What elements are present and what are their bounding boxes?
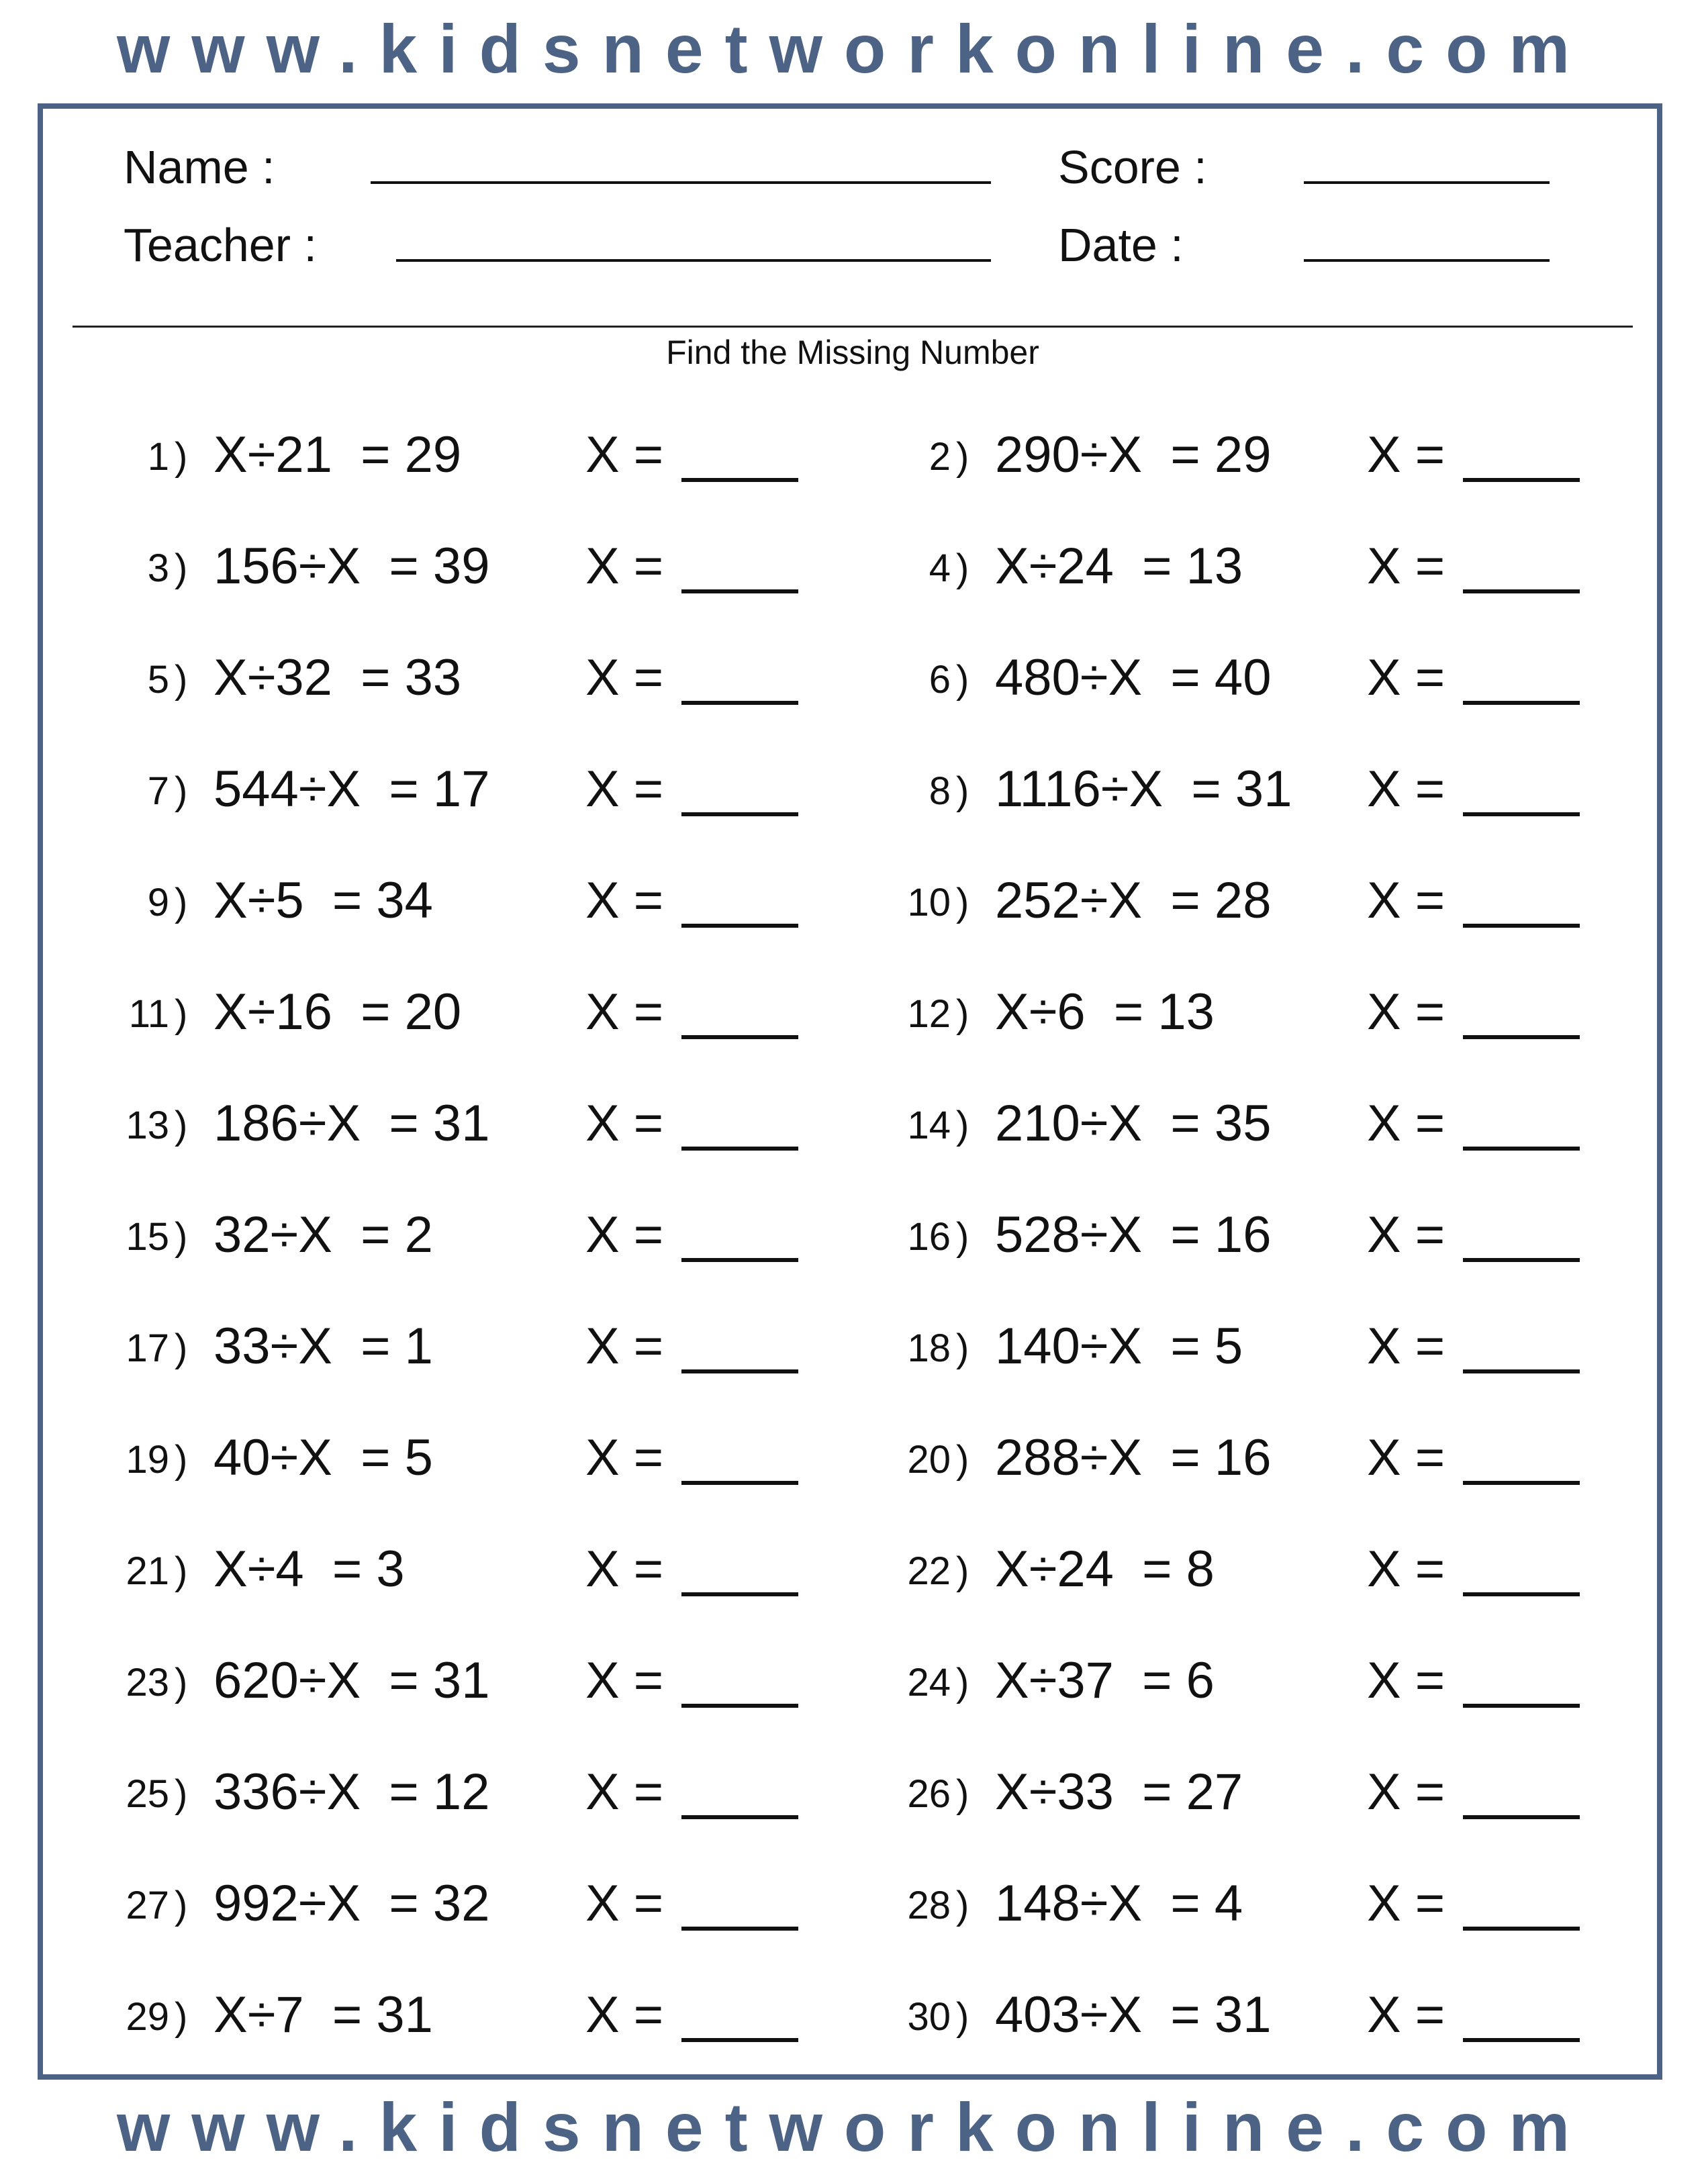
score-field[interactable]	[1304, 181, 1550, 184]
problem-equation: 288÷X = 16	[995, 1429, 1272, 1486]
answer-label: X =	[1367, 983, 1445, 1041]
answer-label: X =	[585, 1875, 664, 1932]
problem-equation: X÷16 = 20	[214, 983, 462, 1041]
problem-number: 19	[126, 1438, 169, 1482]
problem-item	[889, 1318, 1627, 1402]
answer-blank[interactable]	[681, 1927, 798, 1931]
problem-number: 5	[147, 658, 169, 702]
problem-item	[107, 426, 846, 510]
problem-number: 21	[126, 1549, 169, 1593]
answer-blank[interactable]	[1463, 589, 1580, 593]
problem-item	[889, 1986, 1627, 2070]
problem-number: 29	[126, 1995, 169, 2039]
answer-blank[interactable]	[1463, 701, 1580, 705]
problem-number: 24	[907, 1661, 951, 1704]
problem-item	[889, 761, 1627, 844]
answer-blank[interactable]	[681, 812, 798, 816]
problem-number: 25	[126, 1772, 169, 1816]
problem-item	[889, 1763, 1627, 1847]
problem-paren: )	[175, 1215, 188, 1259]
problem-paren: )	[175, 881, 188, 924]
problem-equation: 33÷X = 1	[214, 1318, 433, 1375]
problem-paren: )	[956, 658, 969, 702]
answer-label: X =	[585, 426, 664, 483]
answer-label: X =	[585, 1763, 664, 1821]
name-field[interactable]	[371, 181, 991, 184]
problem-paren: )	[175, 1661, 188, 1704]
answer-blank[interactable]	[1463, 478, 1580, 482]
problem-equation: X÷37 = 6	[995, 1652, 1215, 1709]
problem-equation: 148÷X = 4	[995, 1875, 1243, 1932]
problem-number: 9	[147, 881, 169, 924]
problem-item	[107, 1541, 846, 1625]
problem-equation: 156÷X = 39	[214, 538, 490, 595]
problem-equation: 528÷X = 16	[995, 1206, 1272, 1263]
problem-paren: )	[956, 1215, 969, 1259]
answer-label: X =	[585, 538, 664, 595]
problem-number: 30	[907, 1995, 951, 2039]
problem-item	[889, 1652, 1627, 1736]
problem-item	[107, 1875, 846, 1959]
answer-label: X =	[1367, 426, 1445, 483]
problem-paren: )	[956, 1884, 969, 1927]
problem-equation: 290÷X = 29	[995, 426, 1272, 483]
answer-label: X =	[585, 1429, 664, 1486]
problem-number: 16	[907, 1215, 951, 1259]
answer-blank[interactable]	[681, 1592, 798, 1596]
answer-blank[interactable]	[1463, 1592, 1580, 1596]
problem-equation: 544÷X = 17	[214, 761, 490, 818]
problem-paren: )	[175, 1549, 188, 1593]
problem-item	[889, 1875, 1627, 1959]
answer-blank[interactable]	[1463, 812, 1580, 816]
answer-blank[interactable]	[1463, 1927, 1580, 1931]
problem-paren: )	[175, 546, 188, 590]
problem-number: 20	[907, 1438, 951, 1482]
answer-label: X =	[1367, 1986, 1445, 2043]
answer-label: X =	[585, 872, 664, 929]
answer-blank[interactable]	[681, 1035, 798, 1039]
answer-label: X =	[1367, 872, 1445, 929]
answer-label: X =	[585, 1206, 664, 1263]
answer-label: X =	[585, 761, 664, 818]
problem-paren: )	[175, 1995, 188, 2039]
answer-label: X =	[1367, 1429, 1445, 1486]
problem-item	[107, 649, 846, 733]
problem-paren: )	[175, 769, 188, 813]
problem-item	[889, 983, 1627, 1067]
answer-label: X =	[1367, 1875, 1445, 1932]
problem-equation: X÷33 = 27	[995, 1763, 1243, 1821]
answer-label: X =	[1367, 649, 1445, 706]
problem-number: 18	[907, 1326, 951, 1370]
problem-paren: )	[175, 1438, 188, 1482]
problem-number: 26	[907, 1772, 951, 1816]
answer-blank[interactable]	[681, 478, 798, 482]
problem-number: 27	[126, 1884, 169, 1927]
problem-paren: )	[956, 769, 969, 813]
answer-label: X =	[585, 1652, 664, 1709]
problem-equation: 252÷X = 28	[995, 872, 1272, 929]
problem-number: 3	[147, 546, 169, 590]
problem-number: 28	[907, 1884, 951, 1927]
problem-equation: X÷24 = 13	[995, 538, 1243, 595]
answer-blank[interactable]	[681, 1704, 798, 1708]
problem-item	[107, 1095, 846, 1179]
answer-blank[interactable]	[681, 1147, 798, 1151]
problem-item	[107, 1652, 846, 1736]
problem-paren: )	[956, 435, 969, 479]
teacher-field[interactable]	[396, 259, 991, 262]
answer-blank[interactable]	[1463, 1258, 1580, 1262]
problem-paren: )	[175, 658, 188, 702]
score-label: Score :	[1058, 141, 1207, 193]
problem-number: 2	[929, 435, 951, 479]
answer-blank[interactable]	[681, 924, 798, 928]
header-divider	[73, 326, 1633, 328]
problem-equation: 992÷X = 32	[214, 1875, 490, 1932]
problem-number: 4	[929, 546, 951, 590]
problem-equation: 336÷X = 12	[214, 1763, 490, 1821]
problem-item	[107, 538, 846, 622]
problem-item	[889, 1206, 1627, 1290]
answer-blank[interactable]	[1463, 1147, 1580, 1151]
answer-blank[interactable]	[681, 1481, 798, 1485]
answer-blank[interactable]	[681, 1369, 798, 1373]
answer-label: X =	[1367, 538, 1445, 595]
problem-number: 13	[126, 1104, 169, 1147]
problem-equation: 210÷X = 35	[995, 1095, 1272, 1152]
problem-paren: )	[956, 1104, 969, 1147]
problem-paren: )	[956, 1661, 969, 1704]
problem-number: 7	[147, 769, 169, 813]
answer-blank[interactable]	[1463, 924, 1580, 928]
problem-equation: 32÷X = 2	[214, 1206, 433, 1263]
problem-equation: 140÷X = 5	[995, 1318, 1243, 1375]
answer-blank[interactable]	[1463, 1035, 1580, 1039]
problem-item	[889, 649, 1627, 733]
problem-paren: )	[175, 992, 188, 1036]
problem-number: 1	[147, 435, 169, 479]
problem-paren: )	[956, 992, 969, 1036]
answer-label: X =	[1367, 1095, 1445, 1152]
problem-paren: )	[956, 1549, 969, 1593]
answer-blank[interactable]	[1463, 1815, 1580, 1819]
problem-item	[889, 538, 1627, 622]
problem-paren: )	[175, 1772, 188, 1816]
problem-equation: X÷7 = 31	[214, 1986, 433, 2043]
problem-number: 6	[929, 658, 951, 702]
problem-equation: 40÷X = 5	[214, 1429, 433, 1486]
problem-paren: )	[175, 1884, 188, 1927]
answer-label: X =	[1367, 1206, 1445, 1263]
problem-number: 11	[128, 992, 169, 1036]
answer-blank[interactable]	[681, 589, 798, 593]
answer-label: X =	[585, 649, 664, 706]
problem-number: 22	[907, 1549, 951, 1593]
answer-label: X =	[1367, 761, 1445, 818]
problem-equation: 1116÷X = 31	[995, 761, 1292, 818]
problem-number: 23	[126, 1661, 169, 1704]
answer-blank[interactable]	[681, 1258, 798, 1262]
problem-number: 17	[126, 1326, 169, 1370]
site-url-banner-bottom: www.kidsnetworkonline.com	[116, 2089, 1592, 2166]
problem-equation: X÷4 = 3	[214, 1541, 405, 1598]
problem-paren: )	[956, 1438, 969, 1482]
answer-blank[interactable]	[1463, 1369, 1580, 1373]
problem-item	[107, 761, 846, 844]
problem-item	[107, 1318, 846, 1402]
answer-label: X =	[585, 1986, 664, 2043]
problem-item	[889, 872, 1627, 956]
answer-label: X =	[585, 1318, 664, 1375]
problem-item	[107, 1429, 846, 1513]
answer-blank[interactable]	[681, 1815, 798, 1819]
answer-label: X =	[1367, 1541, 1445, 1598]
answer-label: X =	[585, 1095, 664, 1152]
problem-paren: )	[175, 435, 188, 479]
problem-item	[107, 1206, 846, 1290]
problem-item	[889, 1095, 1627, 1179]
worksheet-title: Find the Missing Number	[666, 334, 1039, 371]
problem-paren: )	[175, 1104, 188, 1147]
problem-item	[107, 983, 846, 1067]
problem-equation: X÷6 = 13	[995, 983, 1215, 1041]
problem-equation: 620÷X = 31	[214, 1652, 490, 1709]
problem-equation: 186÷X = 31	[214, 1095, 490, 1152]
answer-label: X =	[1367, 1652, 1445, 1709]
problem-paren: )	[956, 1772, 969, 1816]
problem-item	[107, 1763, 846, 1847]
site-url-banner-top: www.kidsnetworkonline.com	[116, 11, 1592, 87]
problem-item	[889, 1429, 1627, 1513]
problem-item	[107, 872, 846, 956]
answer-blank[interactable]	[1463, 1704, 1580, 1708]
problem-number: 8	[929, 769, 951, 813]
problem-item	[107, 1986, 846, 2070]
answer-blank[interactable]	[681, 2038, 798, 2042]
teacher-label: Teacher :	[124, 219, 317, 271]
name-label: Name :	[124, 141, 275, 193]
answer-blank[interactable]	[1463, 1481, 1580, 1485]
problem-equation: X÷32 = 33	[214, 649, 462, 706]
answer-label: X =	[585, 1541, 664, 1598]
answer-label: X =	[1367, 1318, 1445, 1375]
date-label: Date :	[1058, 219, 1184, 271]
answer-label: X =	[1367, 1763, 1445, 1821]
problem-number: 15	[126, 1215, 169, 1259]
problem-item	[889, 1541, 1627, 1625]
problem-equation: X÷5 = 34	[214, 872, 433, 929]
problem-equation: 403÷X = 31	[995, 1986, 1272, 2043]
problem-number: 12	[907, 992, 951, 1036]
problem-equation: X÷24 = 8	[995, 1541, 1215, 1598]
problem-equation: X÷21 = 29	[214, 426, 462, 483]
problem-item	[889, 426, 1627, 510]
problem-paren: )	[956, 881, 969, 924]
problem-paren: )	[956, 546, 969, 590]
problem-number: 10	[907, 881, 951, 924]
date-field[interactable]	[1304, 259, 1550, 262]
problem-number: 14	[907, 1104, 951, 1147]
answer-blank[interactable]	[1463, 2038, 1580, 2042]
problem-paren: )	[956, 1326, 969, 1370]
problem-paren: )	[175, 1326, 188, 1370]
problem-paren: )	[956, 1995, 969, 2039]
answer-blank[interactable]	[681, 701, 798, 705]
problem-equation: 480÷X = 40	[995, 649, 1272, 706]
answer-label: X =	[585, 983, 664, 1041]
